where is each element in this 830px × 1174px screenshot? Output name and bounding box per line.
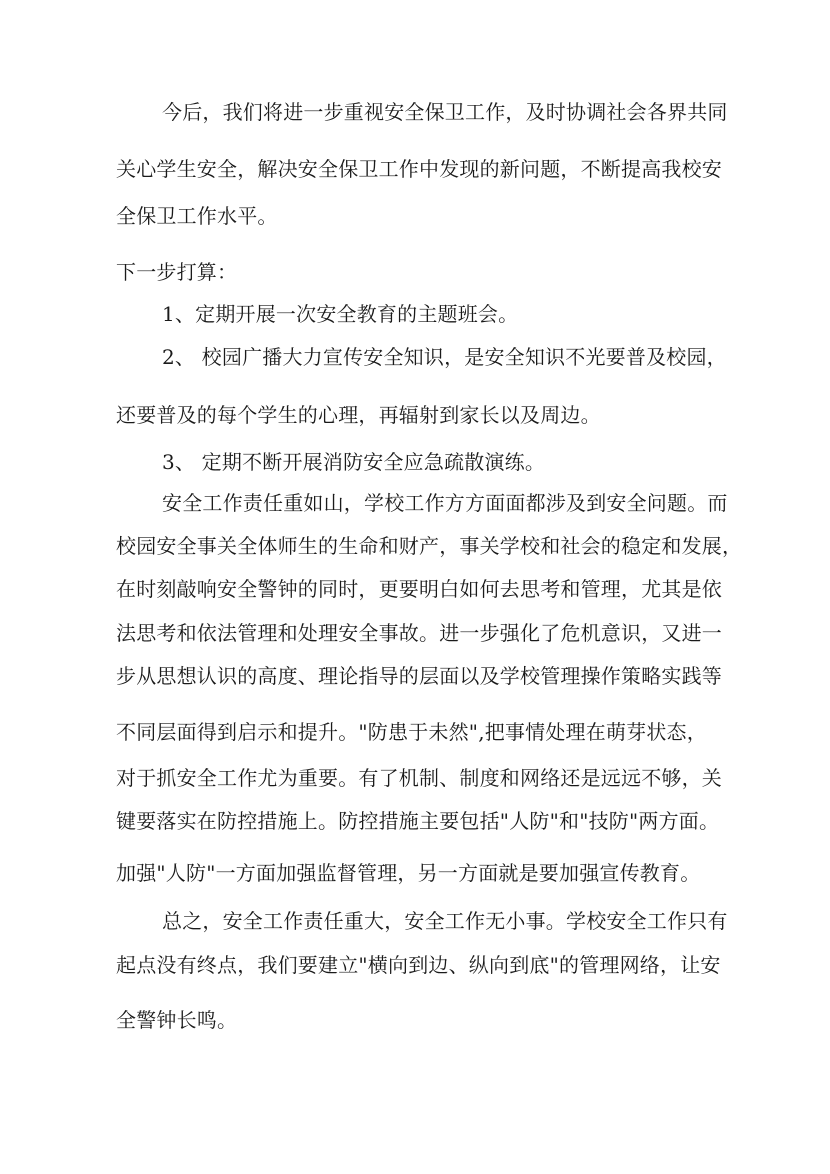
paragraph-line-12: 法思考和依法管理和处理安全事故。进一步强化了危机意识，又进一 (116, 621, 722, 645)
paragraph-line-10: 校园安全事关全体师生的生命和财产，事关学校和社会的稳定和发展， (116, 534, 743, 558)
paragraph-line-9: 安全工作责任重如山，学校工作方方面面都涉及到安全问题。而 (162, 491, 728, 515)
section-heading-next-steps: 下一步打算： (116, 260, 238, 284)
paragraph-line-19: 起点没有终点，我们要建立"横向到边、纵向到底"的管理网络，让安 (116, 953, 721, 977)
paragraph-line-20: 全警钟长鸣。 (116, 1008, 238, 1032)
paragraph-line-17: 加强"人防"一方面加强监督管理，另一方面就是要加强宣传教育。 (116, 861, 701, 885)
paragraph-line-18: 总之，安全工作责任重大，安全工作无小事。学校安全工作只有 (162, 909, 728, 933)
paragraph-line-11: 在时刻敲响安全警钟的同时，更要明白如何去思考和管理，尤其是依 (116, 577, 722, 601)
list-item-2-line-2: 还要普及的每个学生的心理，再辐射到家长以及周边。 (116, 403, 601, 427)
paragraph-line-14: 不同层面得到启示和提升。"防患于未然",把事情处理在萌芽状态， (116, 720, 707, 744)
paragraph-line-15: 对于抓安全工作尤为重要。有了机制、制度和网络还是远远不够，关 (116, 766, 722, 790)
paragraph-line-2: 关心学生安全，解决安全保卫工作中发现的新问题，不断提高我校安 (116, 157, 722, 181)
paragraph-line-13: 步从思想认识的高度、理论指导的层面以及学校管理操作策略实践等 (116, 664, 722, 688)
list-item-1: 1、定期开展一次安全教育的主题班会。 (162, 302, 519, 326)
list-item-3: 3、 定期不断开展消防安全应急疏散演练。 (162, 450, 546, 474)
paragraph-line-3: 全保卫工作水平。 (116, 204, 278, 228)
list-item-2-line-1: 2、 校园广播大力宣传安全知识，是安全知识不光要普及校园， (162, 345, 727, 369)
paragraph-line-16: 键要落实在防控措施上。防控措施主要包括"人防"和"技防"两方面。 (116, 809, 720, 833)
paragraph-line-1: 今后，我们将进一步重视安全保卫工作，及时协调社会各界共同 (162, 100, 728, 124)
